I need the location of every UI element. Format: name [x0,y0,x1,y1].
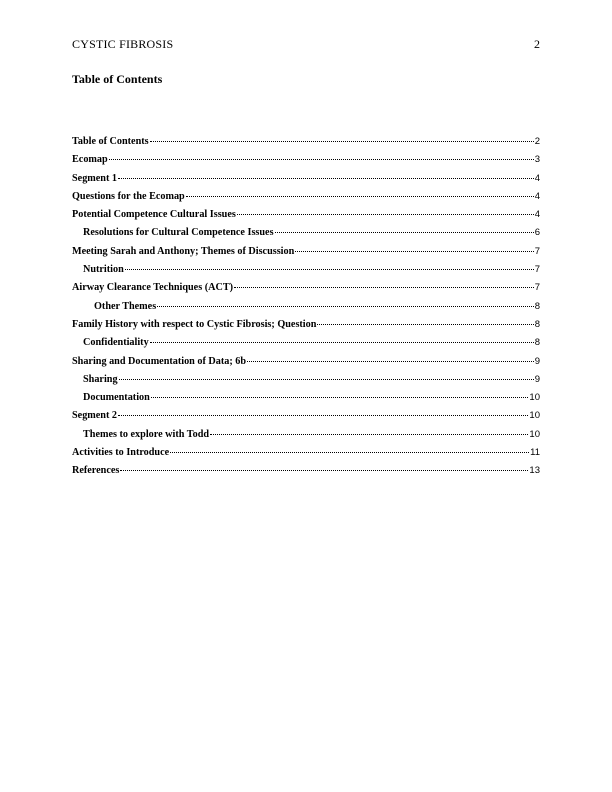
toc-entry-page: 13 [529,465,540,477]
toc-entry-label: Documentation [83,392,150,404]
toc-entry-label: Themes to explore with Todd [83,428,210,440]
toc-entry-label: References [72,465,120,477]
page-header [72,37,540,51]
toc-entry[interactable] [72,246,540,264]
toc-entry-page: 4 [534,190,540,202]
toc-entry-page: 8 [534,337,540,349]
toc-entry-label: Meeting Sarah and Anthony; Themes of Discussion [72,245,295,257]
table-of-contents [72,136,540,484]
toc-entry-page: 4 [534,172,540,184]
toc-entry[interactable] [72,191,540,209]
toc-entry[interactable] [72,136,540,154]
toc-entry-page: 10 [529,428,540,440]
toc-entry-label: Table of Contents [72,136,149,147]
toc-entry-label: Other Themes [94,300,157,312]
toc-entry-label: Airway Clearance Techniques (ACT) [72,282,234,294]
toc-entry[interactable] [72,209,540,227]
toc-entry-label: Sharing and Documentation of Data; 6b [72,355,247,367]
toc-entry-label: Resolutions for Cultural Competence Issues [83,227,274,239]
toc-dot-leader [170,452,529,453]
toc-entry-page: 9 [534,355,540,367]
toc-entry-page: 7 [534,245,540,257]
toc-dot-leader [234,287,534,288]
toc-entry[interactable] [72,337,540,355]
toc-entry-label: Family History with respect to Cystic Fibrosis; Question [72,318,317,330]
toc-dot-leader [150,342,534,343]
toc-entry[interactable] [72,154,540,172]
toc-entry-label: Potential Competence Cultural Issues [72,209,236,221]
toc-entry-label: Ecomap [72,154,108,166]
toc-dot-leader [119,379,534,380]
toc-entry[interactable] [72,319,540,337]
toc-dot-leader [247,361,534,362]
toc-entry[interactable] [72,465,540,483]
toc-entry-page: 2 [534,136,540,147]
toc-entry[interactable] [72,301,540,319]
toc-dot-leader [210,434,528,435]
toc-entry[interactable] [72,410,540,428]
toc-dot-leader [118,178,534,179]
toc-entry[interactable] [72,429,540,447]
toc-entry-page: 10 [529,410,540,422]
toc-dot-leader [237,214,534,215]
toc-entry-page: 7 [534,264,540,276]
toc-entry[interactable] [72,282,540,300]
toc-dot-leader [275,232,534,233]
toc-entry[interactable] [72,392,540,410]
toc-entry-page: 7 [534,282,540,294]
toc-entry-page: 9 [534,373,540,385]
toc-entry-page: 10 [529,392,540,404]
toc-entry-label: Segment 1 [72,172,117,184]
toc-dot-leader [317,324,533,325]
toc-entry-page: 4 [534,209,540,221]
toc-entry-label: Segment 2 [72,410,117,422]
toc-dot-leader [118,415,528,416]
running-head: CYSTIC FIBROSIS [72,37,174,51]
toc-entry-label: Sharing [83,373,118,385]
toc-dot-leader [150,141,534,142]
toc-dot-leader [109,159,534,160]
toc-heading: Table of Contents [72,72,163,86]
toc-entry-label: Questions for the Ecomap [72,190,185,202]
toc-dot-leader [120,470,528,471]
toc-dot-leader [157,306,534,307]
toc-entry-page: 8 [534,300,540,312]
page-number: 2 [534,37,540,51]
toc-entry-label: Activities to Introduce [72,447,170,459]
toc-entry[interactable] [72,173,540,191]
toc-entry[interactable] [72,227,540,245]
toc-entry[interactable] [72,374,540,392]
toc-entry[interactable] [72,447,540,465]
toc-entry-page: 3 [534,154,540,166]
toc-dot-leader [186,196,534,197]
toc-entry[interactable] [72,264,540,282]
toc-entry-page: 8 [534,318,540,330]
toc-entry-label: Confidentiality [83,337,149,349]
toc-entry-label: Nutrition [83,264,124,276]
toc-dot-leader [125,269,534,270]
toc-entry-page: 6 [534,227,540,239]
toc-entry-page: 11 [530,447,540,459]
toc-dot-leader [295,251,533,252]
toc-entry[interactable] [72,356,540,374]
toc-dot-leader [151,397,529,398]
